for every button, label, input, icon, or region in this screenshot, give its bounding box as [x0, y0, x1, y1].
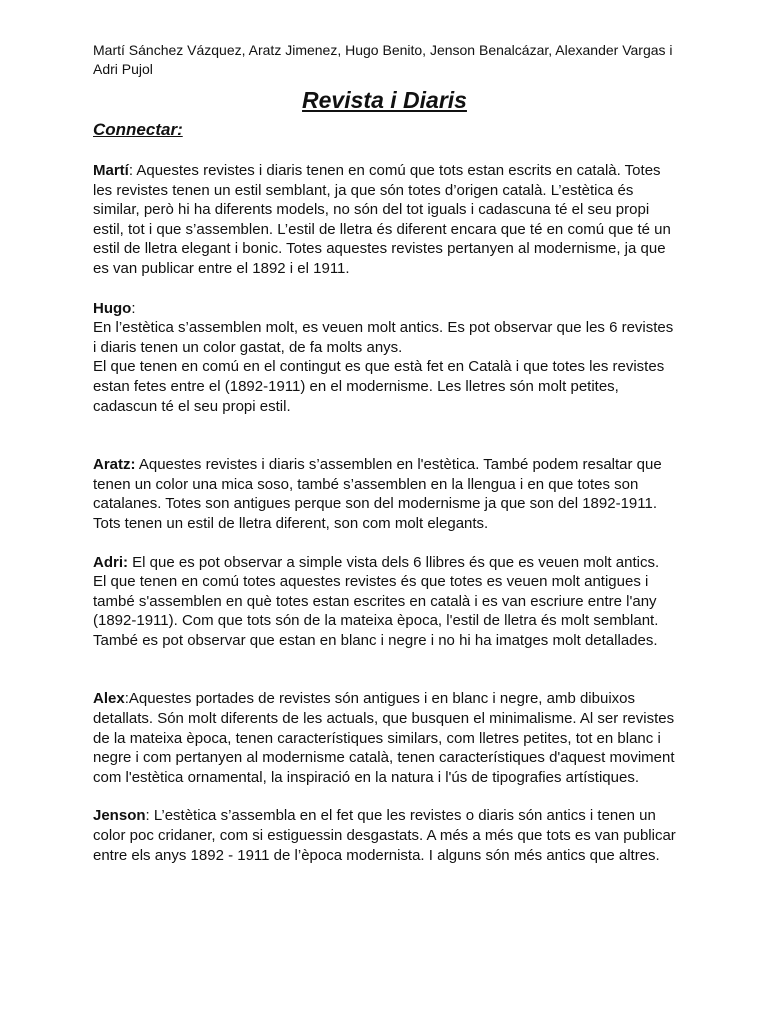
entry-separator: : [131, 299, 136, 317]
entry-text: Aquestes portades de revistes són antigues i en blanc i negre, amb dibuixos detallats. Són molt diferents de les actuals, que busquen el minimalisme. Al ser revistes de la mateixa època, tenen característiques similars, com lletres petites, tot en blanc i negre i com pertanyen al modernisme català, tenen característiques d'aquest moviment com l'estètica ornamental, la inspiració en la natura i l'ús de tipografies artístiques. [93, 690, 675, 786]
entry-text: L’estètica s’assembla en el fet que les revistes o diaris són antics i tenen un color poc cridaner, com si estiguessin desgastats. A més a més que tots es van publicar entre els anys 1892 - 1911 de l’època modernista. I alguns són més antics que altres. [93, 807, 676, 864]
entry-jenson [93, 806, 676, 865]
section-heading: Connectar: [93, 120, 183, 139]
authors-line: Martí Sánchez Vázquez, Aratz Jimenez, Hugo Benito, Jenson Benalcázar, Alexander Vargas i Adri Pujol [93, 42, 673, 77]
entry-separator: : [145, 807, 154, 825]
page-title: Revista i Diaris [302, 87, 467, 113]
entry-author-name: Hugo [93, 299, 132, 317]
entry-adri [93, 553, 676, 651]
entry-author-name: Jenson [93, 807, 146, 825]
entry-separator: : [128, 162, 137, 179]
entry-text: El que es pot observar a simple vista dels 6 llibres és que es veuen molt antics. El que tenen en comú totes aquestes revistes és que totes es veuen molt antigues i també s'assemblen en què totes estan escrites en català i es van escriure entre l'any (1892-1911). Com que tots són de la mateixa època, l'estil de lletra és molt semblant. També es pot observar que estan en blanc i negre i no hi ha imatges molt detallades. [93, 553, 660, 649]
entry-text: El que tenen en comú en el contingut es que està fet en Català i que totes les revistes estan fetes entre el (1892-1911) en el modernisme. Les lletres són molt petites, cadascun té el seu propi estil. [93, 358, 665, 415]
entry-author-name: Adri: [93, 553, 128, 571]
entry-text: Aquestes revistes i diaris s’assemblen en l'estètica. També podem resaltar que tenen un color una mica soso, també s’assemblen en la llengua i en que totes son catalanes. Totes son antigues perque son del modernisme ja que son del 1892-1911. Tots tenen un estil de lletra diferent, son com molt elegants. [93, 456, 662, 532]
entry-text: Aquestes revistes i diaris tenen en comú que tots estan escrits en català. Totes les revistes tenen un estil semblant, ja que són totes d’origen català. L’estètica és similar, però hi ha diferents models, no són del tot iguals i cadascuna té el seu propi estil, tot i que s’assemblen. L’estil de lletra és diferent encara que té en comú que té un estil de lletra elegant i bonic. Totes aquestes revistes pertanyen al modernisme, ja que es van publicar entre el 1892 i el 1911. [93, 162, 671, 277]
entry-hugo [93, 299, 676, 417]
entry-aratz [93, 455, 676, 533]
entry-separator: : [124, 690, 129, 708]
entry-author-name: Martí [93, 162, 129, 179]
entry-author-name: Aratz: [93, 456, 136, 474]
entry-marti [93, 161, 676, 279]
entry-text: En l’estètica s’assemblen molt, es veuen molt antics. Es pot observar que les 6 revistes i diaris tenen un color gastat, de fa molts anys. [93, 319, 674, 356]
entry-alex [93, 689, 676, 787]
entry-author-name: Alex [93, 690, 125, 708]
